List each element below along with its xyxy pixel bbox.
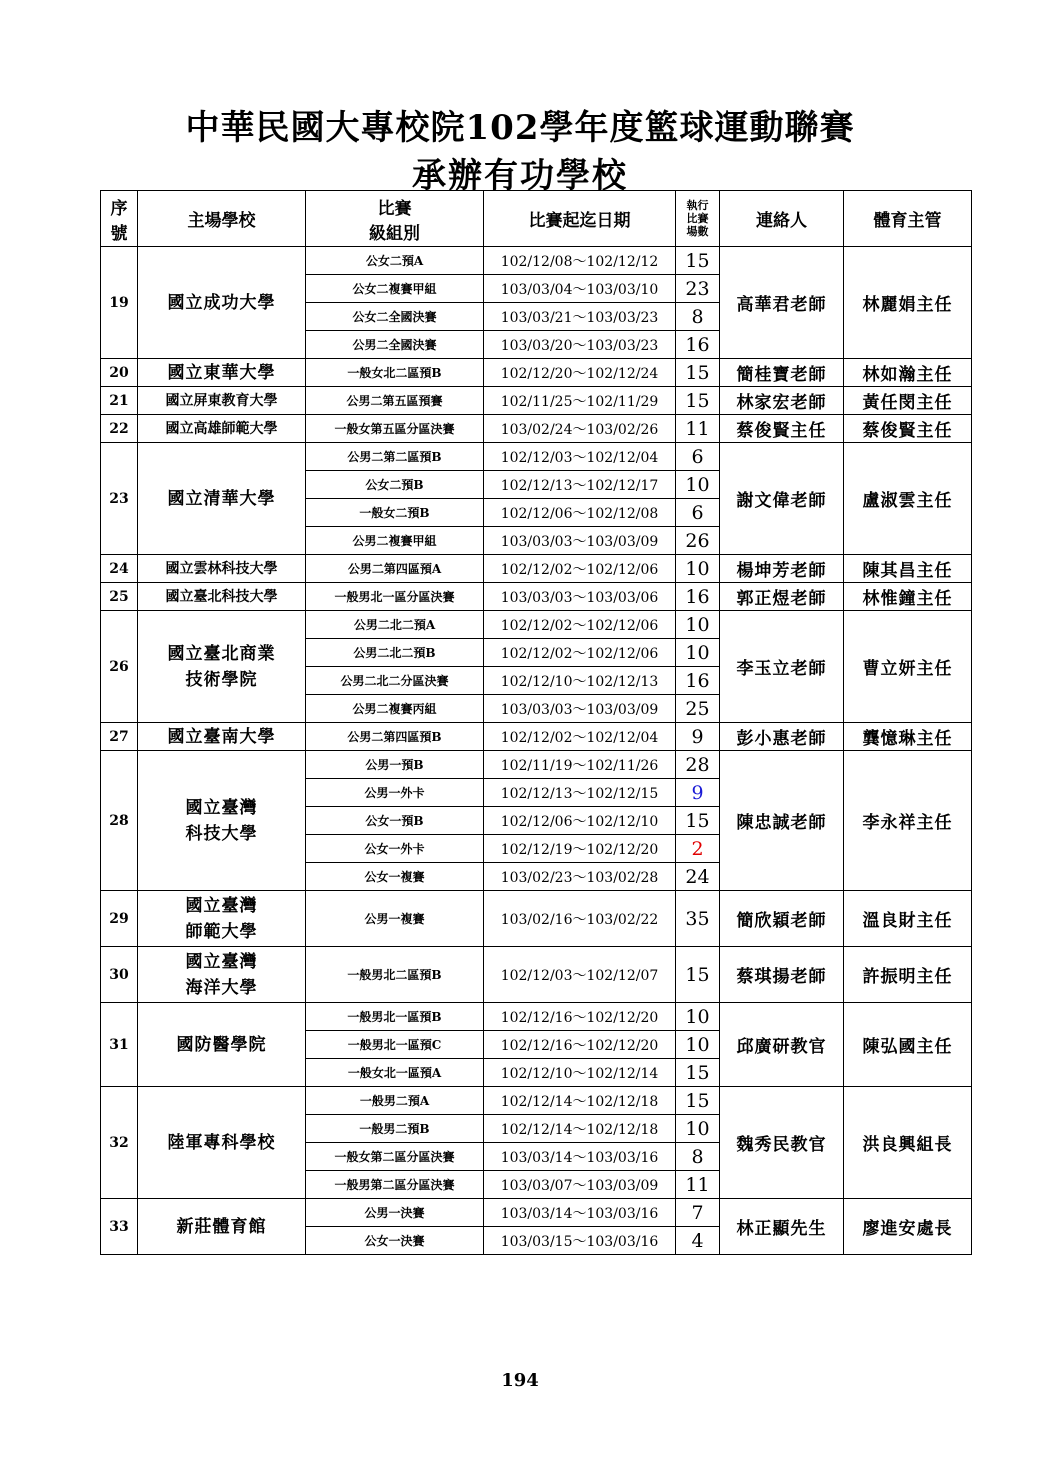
table-row (101, 247, 972, 275)
category-cell: 一般女二預B (306, 499, 484, 527)
seq-cell: 28 (101, 751, 138, 891)
director-cell: 溫良財主任 (844, 891, 972, 947)
date-cell: 102/12/02～102/12/06 (484, 639, 676, 667)
schools-table (100, 190, 972, 1255)
contact-cell: 簡欣穎老師 (720, 891, 844, 947)
seq-cell: 33 (101, 1199, 138, 1255)
games-cell: 16 (676, 331, 720, 359)
director-cell: 林麗娟主任 (844, 247, 972, 359)
school-cell (138, 611, 306, 723)
contact-cell: 林正顯先生 (720, 1199, 844, 1255)
school-cell (138, 1087, 306, 1199)
category-cell: 公男二第四區預A (306, 555, 484, 583)
director-cell: 蔡俊賢主任 (844, 415, 972, 443)
seq-cell: 26 (101, 611, 138, 723)
contact-cell: 魏秀民教官 (720, 1087, 844, 1199)
category-cell: 一般女第五區分區決賽 (306, 415, 484, 443)
date-cell: 103/03/14～103/03/16 (484, 1143, 676, 1171)
category-cell: 一般男二預A (306, 1087, 484, 1115)
school-cell (138, 443, 306, 555)
seq-cell: 32 (101, 1087, 138, 1199)
contact-cell: 楊坤芳老師 (720, 555, 844, 583)
games-cell: 10 (676, 1031, 720, 1059)
table-row (101, 555, 972, 583)
school-cell (138, 415, 306, 443)
category-cell: 一般女北二區預B (306, 359, 484, 387)
category-cell: 公男二第四區預B (306, 723, 484, 751)
games-cell: 7 (676, 1199, 720, 1227)
seq-cell: 31 (101, 1003, 138, 1087)
category-cell: 一般男北一區預B (306, 1003, 484, 1031)
date-cell: 103/03/03～103/03/06 (484, 583, 676, 611)
category-cell: 公男二第二區預B (306, 443, 484, 471)
header-seq: 序 號 (101, 191, 138, 247)
contact-cell: 蔡琪揚老師 (720, 947, 844, 1003)
date-cell: 102/12/06～102/12/10 (484, 807, 676, 835)
category-cell: 公女二預B (306, 471, 484, 499)
games-cell: 8 (676, 1143, 720, 1171)
games-cell: 10 (676, 1115, 720, 1143)
date-cell: 103/03/14～103/03/16 (484, 1199, 676, 1227)
table-row (101, 1087, 972, 1115)
seq-cell: 19 (101, 247, 138, 359)
school-name-line: 國立臺北科技大學 (165, 588, 278, 605)
director-cell: 洪良興組長 (844, 1087, 972, 1199)
seq-cell: 24 (101, 555, 138, 583)
school-cell (138, 1199, 306, 1255)
date-cell: 103/03/03～103/03/09 (484, 695, 676, 723)
contact-cell: 郭正煜老師 (720, 583, 844, 611)
table-row (101, 1003, 972, 1031)
director-cell: 林惟鐘主任 (844, 583, 972, 611)
date-cell: 103/02/23～103/02/28 (484, 863, 676, 891)
header-contact: 連絡人 (720, 191, 844, 247)
games-cell: 16 (676, 667, 720, 695)
date-cell: 102/12/13～102/12/17 (484, 471, 676, 499)
games-cell: 35 (676, 891, 720, 947)
seq-cell: 30 (101, 947, 138, 1003)
games-cell: 10 (676, 555, 720, 583)
date-cell: 102/12/03～102/12/04 (484, 443, 676, 471)
school-name-line: 國立高雄師範大學 (165, 420, 278, 437)
director-cell: 許振明主任 (844, 947, 972, 1003)
games-cell: 15 (676, 1087, 720, 1115)
date-cell: 102/11/25～102/11/29 (484, 387, 676, 415)
school-cell (138, 751, 306, 891)
header-school: 主場學校 (138, 191, 306, 247)
school-name-line: 國立屏東教育大學 (165, 392, 278, 409)
school-name-line: 國立東華大學 (167, 362, 276, 383)
games-cell: 10 (676, 1003, 720, 1031)
category-cell: 公男二第五區預賽 (306, 387, 484, 415)
category-cell: 公男二全國決賽 (306, 331, 484, 359)
contact-cell: 簡桂寶老師 (720, 359, 844, 387)
games-cell: 28 (676, 751, 720, 779)
games-cell: 10 (676, 639, 720, 667)
date-cell: 102/12/16～102/12/20 (484, 1003, 676, 1031)
date-cell: 102/12/02～102/12/06 (484, 555, 676, 583)
date-cell: 103/03/04～103/03/10 (484, 275, 676, 303)
director-cell: 李永祥主任 (844, 751, 972, 891)
table-row (101, 611, 972, 639)
games-cell: 11 (676, 415, 720, 443)
table-body (101, 247, 972, 1255)
school-name-line: 國防醫學院 (176, 1034, 267, 1055)
category-cell: 公女二全國決賽 (306, 303, 484, 331)
date-cell: 102/12/08～102/12/12 (484, 247, 676, 275)
category-cell: 公男二北二預A (306, 611, 484, 639)
category-cell: 公女二複賽甲組 (306, 275, 484, 303)
games-cell: 15 (676, 387, 720, 415)
school-cell (138, 891, 306, 947)
date-cell: 103/03/07～103/03/09 (484, 1171, 676, 1199)
category-cell: 公男一決賽 (306, 1199, 484, 1227)
category-cell: 一般男二預B (306, 1115, 484, 1143)
school-cell (138, 947, 306, 1003)
school-cell (138, 387, 306, 415)
games-cell: 2 (676, 835, 720, 863)
games-cell: 15 (676, 947, 720, 1003)
director-cell: 曹立妍主任 (844, 611, 972, 723)
games-cell: 26 (676, 527, 720, 555)
category-cell: 一般女第二區分區決賽 (306, 1143, 484, 1171)
seq-cell: 27 (101, 723, 138, 751)
games-cell: 24 (676, 863, 720, 891)
date-cell: 102/12/19～102/12/20 (484, 835, 676, 863)
contact-cell: 蔡俊賢主任 (720, 415, 844, 443)
school-name-line: 國立臺灣 (185, 951, 258, 972)
director-cell: 龔憶琳主任 (844, 723, 972, 751)
contact-cell: 高華君老師 (720, 247, 844, 359)
school-cell (138, 247, 306, 359)
school-name-line: 國立清華大學 (167, 488, 276, 509)
table-row (101, 751, 972, 779)
category-cell: 公女一決賽 (306, 1227, 484, 1255)
school-name-line: 技術學院 (185, 669, 258, 690)
school-name-line: 國立臺南大學 (167, 726, 276, 747)
director-cell: 林如瀚主任 (844, 359, 972, 387)
date-cell: 102/12/02～102/12/04 (484, 723, 676, 751)
category-cell: 公女一複賽 (306, 863, 484, 891)
games-cell: 15 (676, 1059, 720, 1087)
category-cell: 一般男北一區分區決賽 (306, 583, 484, 611)
seq-cell: 20 (101, 359, 138, 387)
director-cell: 廖進安處長 (844, 1199, 972, 1255)
seq-cell: 21 (101, 387, 138, 415)
category-cell: 公女二預A (306, 247, 484, 275)
games-cell: 10 (676, 611, 720, 639)
director-cell: 黃任閔主任 (844, 387, 972, 415)
table-row (101, 891, 972, 947)
category-cell: 公男一預B (306, 751, 484, 779)
contact-cell: 彭小惠老師 (720, 723, 844, 751)
school-name-line: 新莊體育館 (176, 1216, 267, 1237)
table-row (101, 359, 972, 387)
contact-cell: 謝文偉老師 (720, 443, 844, 555)
category-cell: 公女一預B (306, 807, 484, 835)
games-cell: 8 (676, 303, 720, 331)
school-name-line: 師範大學 (185, 921, 258, 942)
seq-cell: 25 (101, 583, 138, 611)
games-cell: 15 (676, 359, 720, 387)
school-name-line: 國立臺灣 (185, 797, 258, 818)
category-cell: 公男二複賽丙組 (306, 695, 484, 723)
school-cell (138, 555, 306, 583)
school-cell (138, 1003, 306, 1087)
category-cell: 公男二北二預B (306, 639, 484, 667)
category-cell: 一般男第二區分區決賽 (306, 1171, 484, 1199)
header-row (101, 191, 972, 247)
school-name-line: 海洋大學 (185, 977, 258, 998)
date-cell: 102/12/10～102/12/14 (484, 1059, 676, 1087)
director-cell: 陳其昌主任 (844, 555, 972, 583)
school-cell (138, 359, 306, 387)
games-cell: 6 (676, 443, 720, 471)
date-cell: 103/03/20～103/03/23 (484, 331, 676, 359)
category-cell: 公女一外卡 (306, 835, 484, 863)
category-cell: 公男一複賽 (306, 891, 484, 947)
category-cell: 一般男北二區預B (306, 947, 484, 1003)
date-cell: 103/03/15～103/03/16 (484, 1227, 676, 1255)
contact-cell: 李玉立老師 (720, 611, 844, 723)
header-director: 體育主管 (844, 191, 972, 247)
school-name-line: 國立雲林科技大學 (165, 560, 278, 577)
date-cell: 103/02/24～103/02/26 (484, 415, 676, 443)
date-cell: 102/11/19～102/11/26 (484, 751, 676, 779)
date-cell: 102/12/03～102/12/07 (484, 947, 676, 1003)
school-name-line: 科技大學 (185, 823, 258, 844)
games-cell: 9 (676, 723, 720, 751)
page-subtitle: 承辦有功學校 (412, 156, 628, 196)
director-cell: 盧淑雲主任 (844, 443, 972, 555)
games-cell: 6 (676, 499, 720, 527)
seq-cell: 23 (101, 443, 138, 555)
date-cell: 102/12/06～102/12/08 (484, 499, 676, 527)
games-cell: 4 (676, 1227, 720, 1255)
table-row (101, 583, 972, 611)
seq-cell: 29 (101, 891, 138, 947)
date-cell: 102/12/02～102/12/06 (484, 611, 676, 639)
date-cell: 102/12/14～102/12/18 (484, 1087, 676, 1115)
seq-cell: 22 (101, 415, 138, 443)
date-cell: 102/12/10～102/12/13 (484, 667, 676, 695)
contact-cell: 邱廣研教官 (720, 1003, 844, 1087)
director-cell: 陳弘國主任 (844, 1003, 972, 1087)
date-cell: 102/12/16～102/12/20 (484, 1031, 676, 1059)
category-cell: 公男二複賽甲組 (306, 527, 484, 555)
date-cell: 102/12/13～102/12/15 (484, 779, 676, 807)
category-cell: 公男二北二分區決賽 (306, 667, 484, 695)
category-cell: 一般男北一區預C (306, 1031, 484, 1059)
school-name-line: 國立臺北商業 (167, 643, 276, 664)
header-games: 執行 比賽 場數 (676, 191, 720, 247)
school-cell (138, 583, 306, 611)
contact-cell: 林家宏老師 (720, 387, 844, 415)
games-cell: 25 (676, 695, 720, 723)
games-cell: 9 (676, 779, 720, 807)
category-cell: 一般女北一區預A (306, 1059, 484, 1087)
games-cell: 23 (676, 275, 720, 303)
games-cell: 15 (676, 247, 720, 275)
school-name-line: 國立成功大學 (167, 292, 276, 313)
table-row (101, 387, 972, 415)
school-name-line: 國立臺灣 (185, 895, 258, 916)
date-cell: 102/12/14～102/12/18 (484, 1115, 676, 1143)
table-row (101, 947, 972, 1003)
header-date: 比賽起迄日期 (484, 191, 676, 247)
table-row (101, 723, 972, 751)
table-row (101, 415, 972, 443)
page-number: 194 (501, 1370, 539, 1391)
header-category: 比賽 級組別 (306, 191, 484, 247)
table-row (101, 1199, 972, 1227)
school-cell (138, 723, 306, 751)
date-cell: 103/03/03～103/03/09 (484, 527, 676, 555)
games-cell: 16 (676, 583, 720, 611)
category-cell: 公男一外卡 (306, 779, 484, 807)
games-cell: 11 (676, 1171, 720, 1199)
school-name-line: 陸軍專科學校 (167, 1132, 276, 1153)
page-title: 中華民國大專校院102學年度籃球運動聯賽 (185, 108, 855, 148)
date-cell: 103/02/16～103/02/22 (484, 891, 676, 947)
contact-cell: 陳忠誠老師 (720, 751, 844, 891)
date-cell: 102/12/20～102/12/24 (484, 359, 676, 387)
games-cell: 10 (676, 471, 720, 499)
date-cell: 103/03/21～103/03/23 (484, 303, 676, 331)
table-row (101, 443, 972, 471)
games-cell: 15 (676, 807, 720, 835)
